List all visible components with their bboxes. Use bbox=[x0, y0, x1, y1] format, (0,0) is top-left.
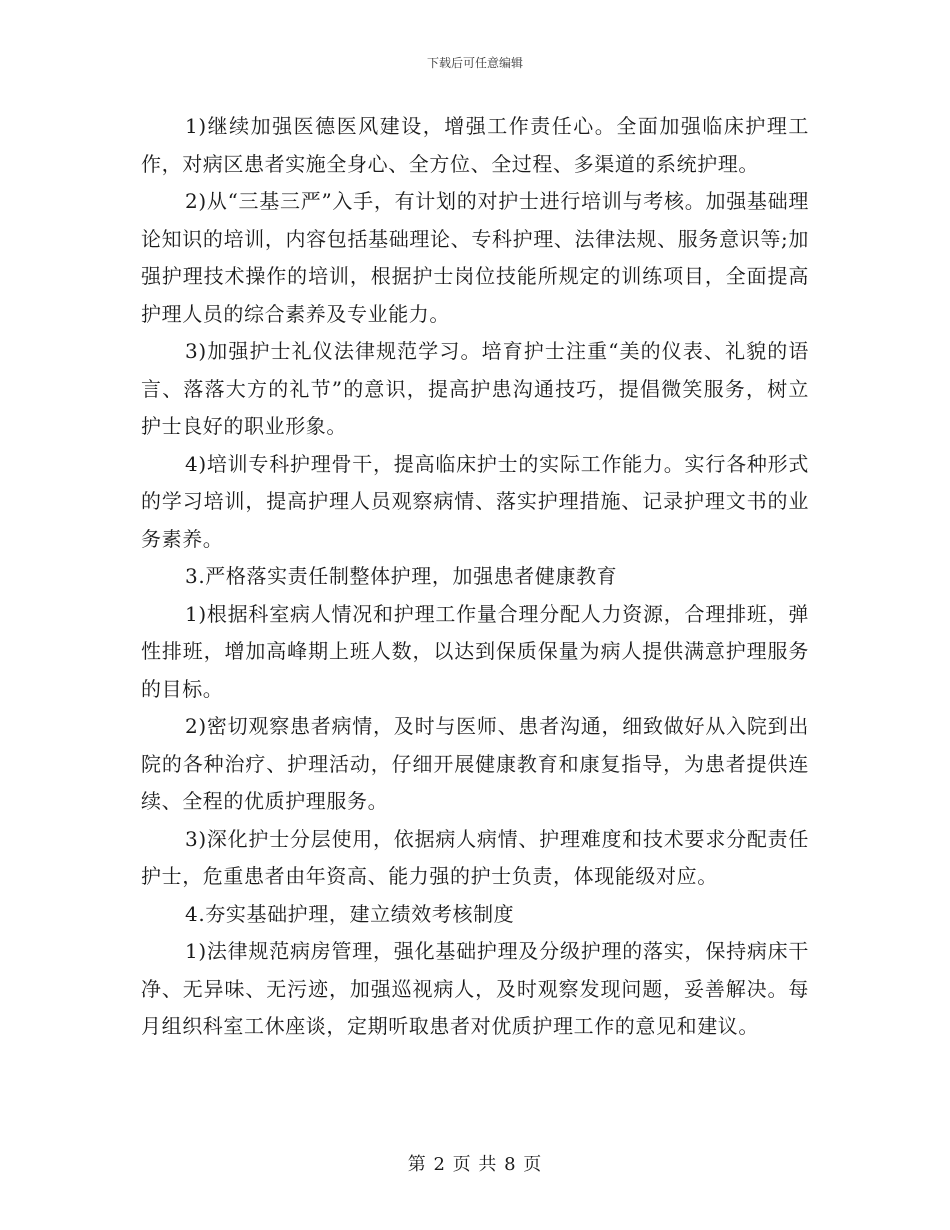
paragraph: 1)法律规范病房管理，强化基础护理及分级护理的落实，保持病床干净、无异味、无污迹，加强巡视病人，及时观察发现问题，妥善解决。每月组织科室工休座谈，定期听取患者对优质护理工作的意见和建议。 bbox=[141, 939, 809, 1038]
paragraph: 2)密切观察患者病情，及时与医师、患者沟通，细致做好从入院到出院的各种治疗、护理活动，仔细开展健康教育和康复指导，为患者提供连续、全程的优质护理服务。 bbox=[141, 714, 809, 813]
section-heading: 3.严格落实责任制整体护理，加强患者健康教育 bbox=[185, 564, 618, 588]
document-body bbox=[141, 108, 809, 1046]
paragraph: 4)培训专科护理骨干，提高临床护士的实际工作能力。实行各种形式的学习培训，提高护理人员观察病情、落实护理措施、记录护理文书的业务素养。 bbox=[141, 451, 809, 551]
paragraph: 1)根据科室病人情况和护理工作量合理分配人力资源，合理排班，弹性排班，增加高峰期上班人数，以达到保质保量为病人提供满意护理服务的目标。 bbox=[141, 601, 809, 701]
paragraph: 3)深化护士分层使用，依据病人病情、护理难度和技术要求分配责任护士，危重患者由年资高、能力强的护士负责，体现能级对应。 bbox=[141, 826, 809, 888]
paragraph: 2)从“三基三严”入手，有计划的对护士进行培训与考核。加强基础理论知识的培训，内容包括基础理论、专科护理、法律法规、服务意识等;加强护理技术操作的培训，根据护士岗位技能所规定的训练项目，全面提高护理人员的综合素养及专业能力。 bbox=[141, 189, 809, 326]
page-header-note: 下载后可任意编辑 bbox=[426, 56, 523, 70]
page-number: 第 2 页 共 8 页 bbox=[407, 1154, 543, 1175]
section-heading: 4.夯实基础护理，建立绩效考核制度 bbox=[185, 901, 515, 926]
paragraph: 3)加强护士礼仪法律规范学习。培育护士注重“美的仪表、礼貌的语言、落落大方的礼节”的意识，提高护患沟通技巧，提倡微笑服务，树立护士良好的职业形象。 bbox=[141, 339, 809, 438]
paragraph: 1)继续加强医德医风建设，增强工作责任心。全面加强临床护理工作，对病区患者实施全身心、全方位、全过程、多渠道的系统护理。 bbox=[141, 114, 809, 176]
